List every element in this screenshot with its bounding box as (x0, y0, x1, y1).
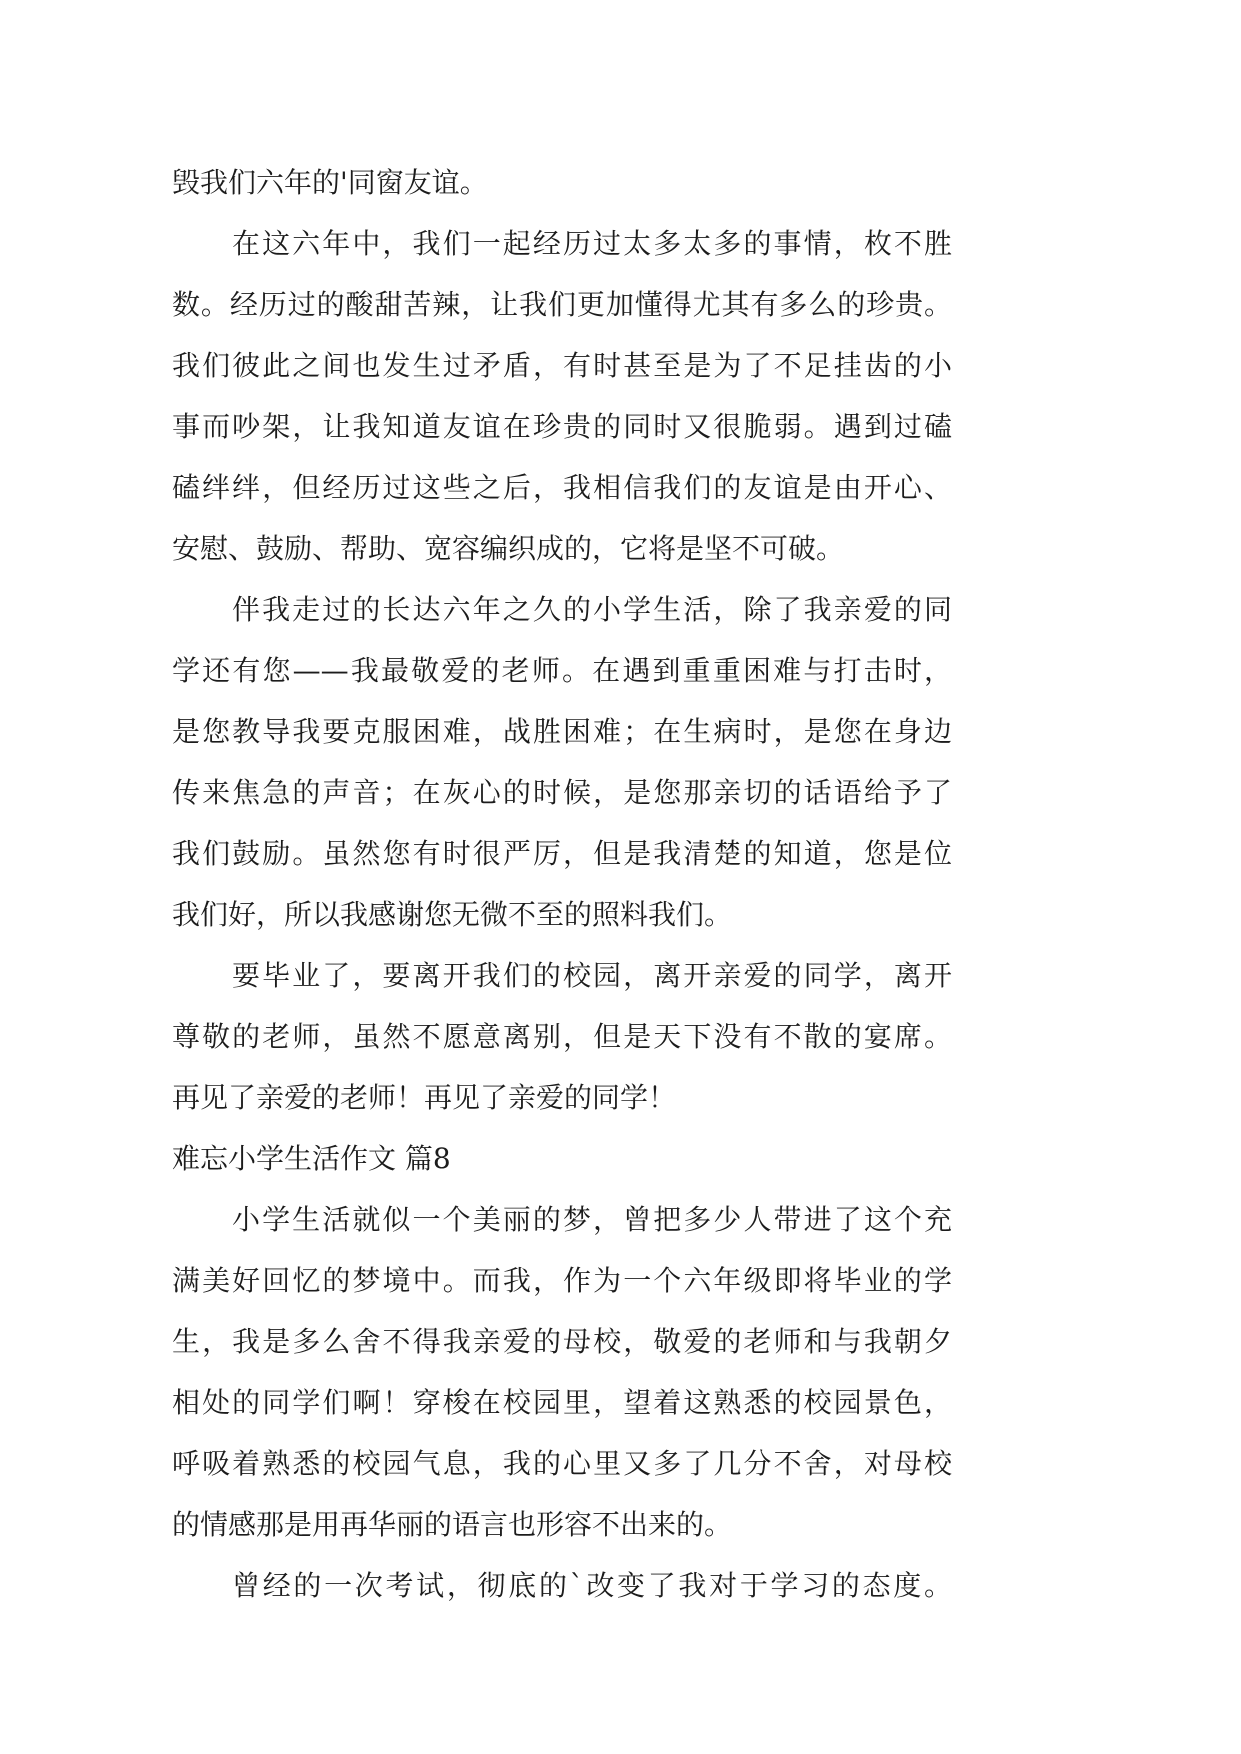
text-line: 学还有您——我最敬爱的老师。在遇到重重困难与打击时， (172, 654, 952, 687)
text-line: 的情感那是用再华丽的语言也形容不出来的。 (172, 1508, 733, 1541)
text-line: 呼吸着熟悉的校园气息，我的心里又多了几分不舍，对母校 (172, 1447, 952, 1480)
text-line: 相处的同学们啊！穿梭在校园里，望着这熟悉的校园景色， (172, 1386, 952, 1419)
text-line: 安慰、鼓励、帮助、宽容编织成的，它将是坚不可破。 (172, 532, 845, 565)
paragraph (172, 152, 952, 213)
text-line: 磕绊绊，但经历过这些之后，我相信我们的友谊是由开心、 (172, 471, 952, 504)
text-line: 数。经历过的酸甜苦辣，让我们更加懂得尤其有多么的珍贵。 (172, 288, 952, 321)
text-body (172, 152, 952, 1616)
text-line: 我们鼓励。虽然您有时很严厉，但是我清楚的知道，您是位 (172, 837, 952, 870)
text-line: 曾经的一次考试，彻底的`改变了我对于学习的态度。 (232, 1569, 952, 1602)
text-line: 事而吵架，让我知道友谊在珍贵的同时又很脆弱。遇到过磕 (172, 410, 952, 443)
text-line: 我们彼此之间也发生过矛盾，有时甚至是为了不足挂齿的小 (172, 349, 952, 382)
text-line: 我们好，所以我感谢您无微不至的照料我们。 (172, 898, 733, 931)
text-line: 传来焦急的声音；在灰心的时候，是您那亲切的话语给予了 (172, 776, 952, 809)
text-line: 是您教导我要克服困难，战胜困难；在生病时，是您在身边 (172, 715, 952, 748)
text-line: 伴我走过的长达六年之久的小学生活，除了我亲爱的同 (232, 593, 952, 626)
section-heading: 难忘小学生活作文 篇8 (172, 1142, 451, 1175)
paragraph (172, 1189, 952, 1555)
paragraph (172, 213, 952, 579)
text-line: 要毕业了，要离开我们的校园，离开亲爱的同学，离开 (232, 959, 952, 992)
text-line: 满美好回忆的梦境中。而我，作为一个六年级即将毕业的学 (172, 1264, 952, 1297)
text-line: 在这六年中，我们一起经历过太多太多的事情，枚不胜 (232, 227, 952, 260)
paragraph (172, 579, 952, 945)
text-line: 尊敬的老师，虽然不愿意离别，但是天下没有不散的宴席。 (172, 1020, 952, 1053)
text-line: 生，我是多么舍不得我亲爱的母校，敬爱的老师和与我朝夕 (172, 1325, 952, 1358)
text-line: 小学生活就似一个美丽的梦，曾把多少人带进了这个充 (232, 1203, 952, 1236)
text-line: 再见了亲爱的老师！再见了亲爱的同学！ (172, 1081, 677, 1114)
text-line: 毁我们六年的'同窗友谊。 (172, 166, 488, 199)
paragraph (172, 1555, 952, 1616)
paragraph (172, 945, 952, 1128)
